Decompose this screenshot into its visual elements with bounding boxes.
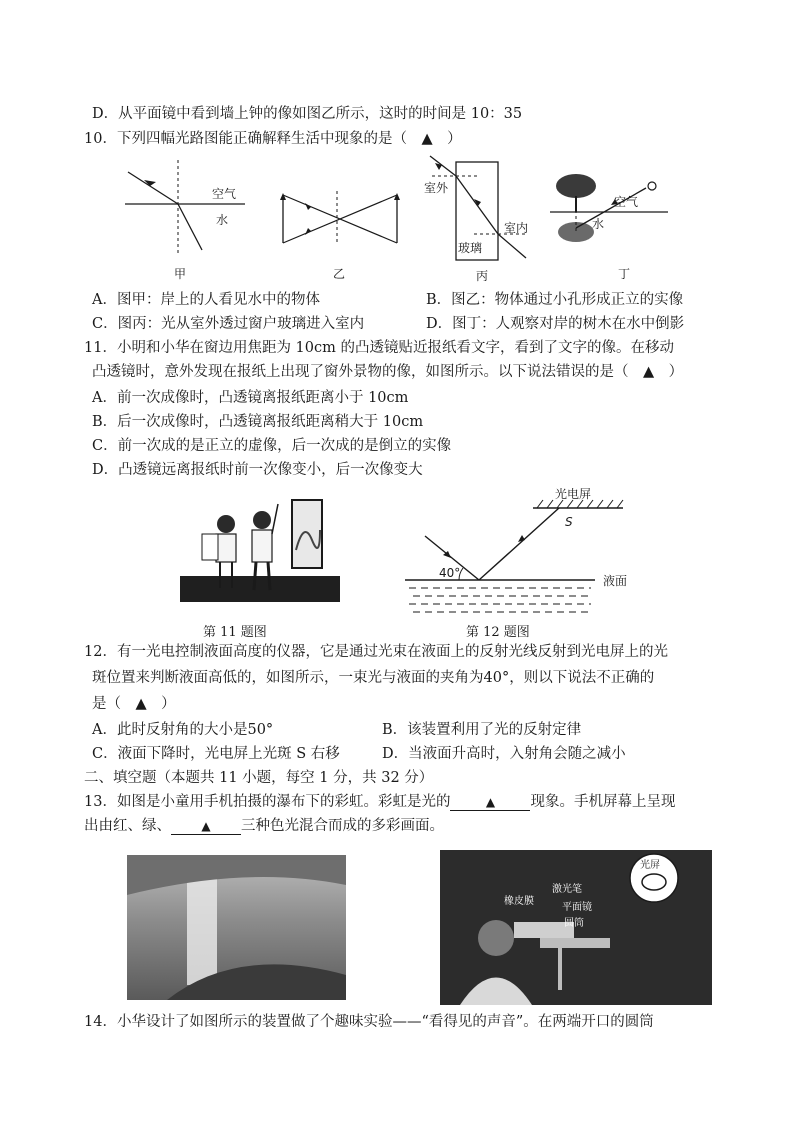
window-icon bbox=[292, 500, 322, 568]
q13-line2 bbox=[84, 816, 444, 836]
q11-option-b: B．后一次成像时，凸透镜离报纸距离稍大于 10cm bbox=[92, 414, 424, 430]
q13-line2-a: 出由红、绿、 bbox=[84, 818, 171, 834]
yi-caption: 乙 bbox=[333, 267, 346, 280]
q14-screen-label: 光屏 bbox=[640, 860, 660, 871]
q10-option-a: A．图甲：岸上的人看见水中的物体 bbox=[92, 292, 320, 308]
ding-water-label: 水 bbox=[592, 217, 605, 231]
q13-line1 bbox=[84, 792, 675, 812]
q10-figure-ding bbox=[548, 170, 678, 282]
q9-option-d: D．从平面镜中看到墙上钟的像如图乙所示，这时的时间是 10：35 bbox=[92, 106, 523, 122]
sound-experiment-photo bbox=[440, 850, 712, 1005]
q11-option-a: A．前一次成像时，凸透镜离报纸距离小于 10cm bbox=[92, 390, 409, 406]
q14-line1: 14．小华设计了如图所示的装置做了个趣味实验——“看得见的声音”。在两端开口的圆筒 bbox=[84, 1014, 654, 1030]
q14-label-2: 激光笔 bbox=[552, 884, 582, 895]
q11-figure bbox=[180, 490, 340, 608]
bing-caption: 丙 bbox=[476, 269, 489, 283]
q10-stem: 10．下列四幅光路图能正确解释生活中现象的是（ ▲ ） bbox=[84, 131, 462, 147]
q10-option-b: B．图乙：物体通过小孔形成正立的实像 bbox=[426, 292, 684, 308]
jia-water-label: 水 bbox=[216, 213, 229, 227]
q11-option-d: D．凸透镜远离报纸时前一次像变小，后一次像变大 bbox=[92, 462, 423, 478]
bing-glass-label: 玻璃 bbox=[458, 241, 483, 255]
q13-blank-1 bbox=[450, 794, 530, 811]
q13-blank-1-mark: ▲ bbox=[485, 795, 496, 809]
jia-air-label: 空气 bbox=[212, 187, 237, 201]
eye-icon bbox=[648, 182, 656, 190]
q14-label-4: 圆筒 bbox=[564, 918, 584, 929]
section2-title: 二、填空题（本题共 11 小题，每空 1 分，共 32 分） bbox=[84, 770, 434, 786]
q10-figure-bing bbox=[418, 152, 548, 284]
q12-stem-line1: 12．有一光电控制液面高度的仪器，它是通过光束在液面上的反射光线反射到光电屏上的光 bbox=[84, 644, 668, 660]
person-xiaoming-icon bbox=[217, 515, 235, 533]
bing-inside-label: 室内 bbox=[504, 221, 529, 235]
bing-outside-label: 室外 bbox=[424, 181, 449, 195]
q12-option-c: C．液面下降时，光电屏上光斑 S 右移 bbox=[92, 746, 340, 762]
q12-option-d: D．当液面升高时，入射角会随之减小 bbox=[382, 746, 626, 762]
q12-stem-line2: 斑位置来判断液面高低的，如图所示，一束光与液面的夹角为40°，则以下说法不正确的 bbox=[92, 670, 655, 686]
q13-line2-b: 三种色光混合而成的多彩画面。 bbox=[241, 818, 444, 834]
q12-liquid-label: 液面 bbox=[603, 574, 628, 588]
q12-option-b: B．该装置利用了光的反射定律 bbox=[382, 722, 582, 738]
q11-figure-caption: 第 11 题图 bbox=[203, 625, 267, 640]
waterfall-rainbow-photo bbox=[127, 855, 346, 1000]
q13-line1-b: 现象。手机屏幕上呈现 bbox=[530, 794, 676, 810]
q10-option-d: D．图丁：人观察对岸的树木在水中倒影 bbox=[426, 316, 685, 332]
q11-stem-line1: 11．小明和小华在窗边用焦距为 10cm 的凸透镜贴近报纸看文字，看到了文字的像。在移动 bbox=[84, 340, 674, 356]
q12-screen-label: 光电屏 bbox=[555, 488, 592, 501]
q13-line1-a: 13．如图是小童用手机拍摄的瀑布下的彩虹。彩虹是光的 bbox=[84, 794, 451, 810]
q10-figure-yi bbox=[275, 185, 415, 280]
q10-option-c: C．图丙：光从室外透过窗户玻璃进入室内 bbox=[92, 316, 365, 332]
ding-caption: 丁 bbox=[618, 267, 631, 281]
q10-figure-jia bbox=[120, 160, 260, 280]
q12-angle-label: 40° bbox=[439, 566, 461, 580]
q11-stem-line2: 凸透镜时，意外发现在报纸上出现了窗外景物的像，如图所示。以下说法错误的是（ ▲ ） bbox=[92, 364, 684, 380]
q12-figure bbox=[405, 488, 665, 620]
q12-option-a: A．此时反射角的大小是50° bbox=[92, 722, 274, 738]
q11-option-c: C．前一次成的是正立的虚像，后一次成的是倒立的实像 bbox=[92, 438, 452, 454]
jia-caption: 甲 bbox=[174, 267, 187, 280]
q13-blank-2-mark: ▲ bbox=[201, 819, 211, 833]
newspaper-icon bbox=[202, 534, 218, 560]
q13-blank-2 bbox=[171, 818, 241, 835]
q12-spot-label: S bbox=[565, 515, 573, 529]
q14-label-3: 平面镜 bbox=[562, 902, 592, 913]
q12-figure-caption: 第 12 题图 bbox=[466, 625, 530, 640]
q14-label-1: 橡皮膜 bbox=[504, 896, 534, 907]
q12-stem-line3: 是（ ▲ ） bbox=[92, 696, 176, 712]
person-xiaohua-icon bbox=[253, 511, 271, 529]
ding-air-label: 空气 bbox=[614, 195, 639, 209]
tree-icon bbox=[556, 174, 596, 198]
